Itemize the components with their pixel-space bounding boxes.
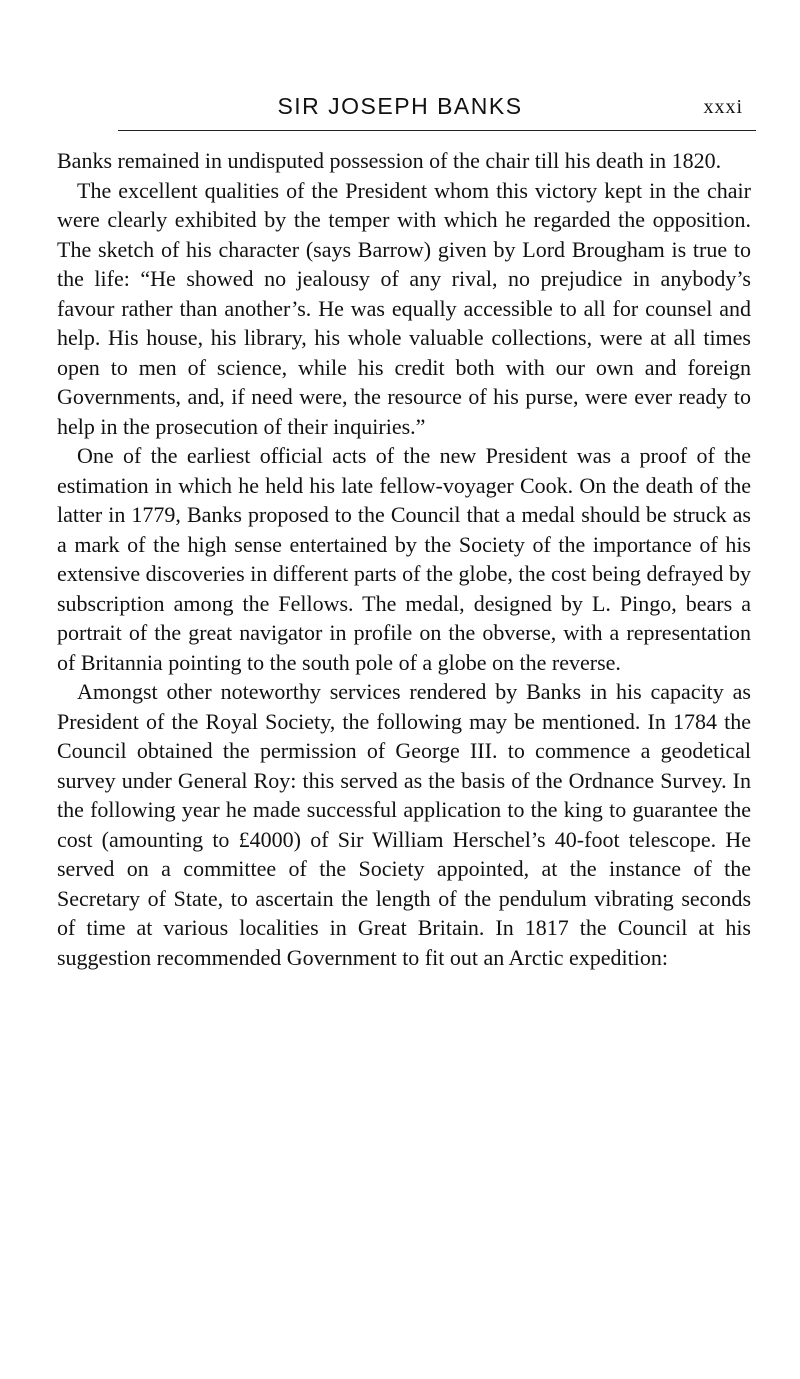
- running-title: SIR JOSEPH BANKS: [277, 93, 523, 119]
- paragraph-1: Banks remained in undisputed possession of the chair till his death in 1820.: [57, 148, 722, 173]
- page-number: xxxi: [703, 96, 743, 118]
- paragraph-4: Amongst other noteworthy services rendered by Banks in his capacity as President of the Royal Society, the following may be mentioned. In 1784 the Council obtained the permission of George III. to commence a geodetical survey under General Roy: this served as the basis of the Ordnance Survey. In the following year he made successful application to the king to guarantee the cost (amounting to £4000) of Sir William Herschel’s 40-foot telescope. He served on a committee of the Society appointed, at the instance of the Secretary of State, to ascertain the length of the pendulum vibrating seconds of time at various localities in Great Britain. In 1817 the Council at his suggestion recommended Government to fit out an Arctic expedition:: [57, 679, 751, 970]
- paragraph-3: One of the earliest official acts of the new President was a proof of the estimation in which he held his late fellow-voyager Cook. On the death of the latter in 1779, Banks proposed to the Council that a medal should be struck as a mark of the high sense entertained by the Society of the importance of his extensive discoveries in different parts of the globe, the cost being defrayed by subscription among the Fellows. The medal, designed by L. Pingo, bears a portrait of the great navigator in profile on the obverse, with a representation of Britannia pointing to the south pole of a globe on the reverse.: [57, 443, 751, 675]
- paragraph-2: The excellent qualities of the President whom this victory kept in the chair were clearly exhibited by the temper with which he regarded the opposition. The sketch of his character (says Barrow) given by Lord Brougham is true to the life: “He showed no jealousy of any rival, no prejudice in anybody’s favour rather than another’s. He was equally accessible to all for counsel and help. His house, his library, his whole valuable collections, were at all times open to men of science, while his credit both with our own and foreign Governments, and, if need were, the resource of his purse, were ever ready to help in the prosecution of their inquiries.”: [57, 177, 751, 439]
- page-header: [0, 92, 800, 132]
- header-rule: [118, 130, 756, 131]
- body-text: [57, 146, 751, 972]
